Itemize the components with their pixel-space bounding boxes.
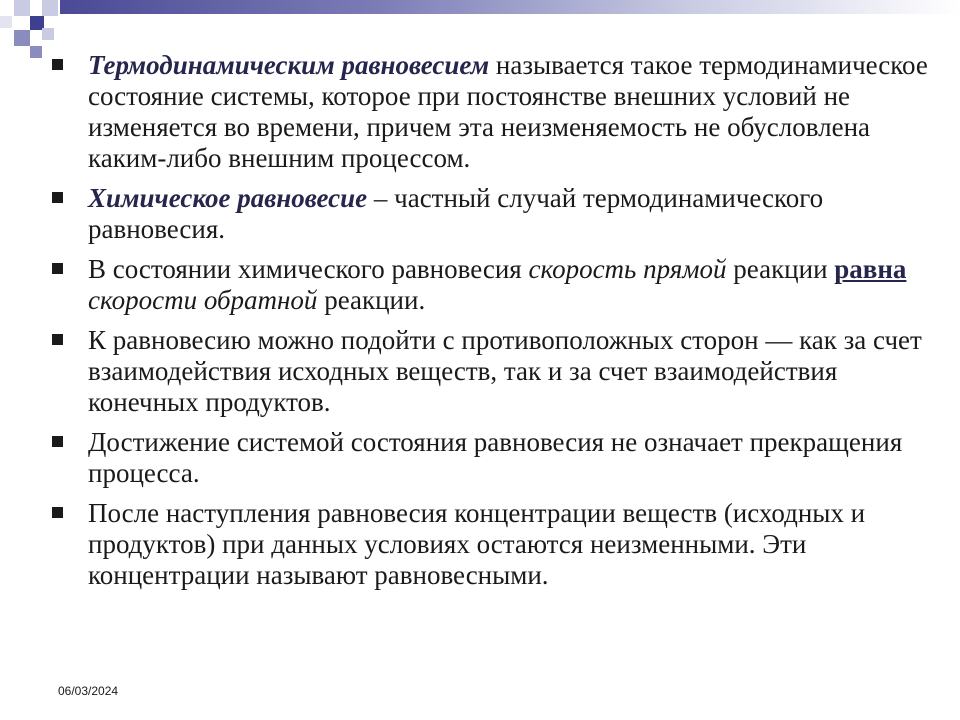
- decor-square: [0, 16, 12, 28]
- equals-emphasis: равна: [834, 254, 907, 284]
- title-gradient-bar: [60, 0, 960, 14]
- reverse-rate-phrase: скорости обратной: [88, 285, 318, 315]
- bullet-text: После наступления равновесия концентрации веществ (исходных и продуктов) при данных условиях остаются неизменными. Эти концентрации называют равновесными.: [88, 498, 866, 590]
- decor-square: [42, 28, 54, 40]
- decor-square: [14, 30, 30, 46]
- term-thermodynamic-equilibrium: Термодинамическим равновесием: [88, 50, 490, 80]
- bullet-item-4: [50, 325, 950, 418]
- bullet-text: Достижение системой состояния равновесия не означает прекращения процесса.: [88, 427, 903, 488]
- decor-square: [14, 0, 30, 16]
- bullet-text: – частный случай термодинамического равновесия.: [88, 183, 824, 244]
- square-bullet-icon: [52, 263, 63, 274]
- slide-content: [50, 50, 950, 600]
- decor-square: [42, 0, 58, 16]
- bullet-text: В состоянии химического равновесия: [88, 254, 529, 284]
- square-bullet-icon: [52, 59, 63, 70]
- bullet-item-6: [50, 498, 950, 591]
- footer-date: 06/03/2024: [58, 684, 119, 698]
- bullet-text: К равновесию можно подойти с противоположных сторон — как за счет взаимодействия исходных веществ, так и за счет взаимодействия конечных продуктов.: [88, 325, 922, 417]
- square-bullet-icon: [52, 507, 63, 518]
- bullet-text: реакции: [726, 254, 835, 284]
- square-bullet-icon: [52, 436, 63, 447]
- term-chemical-equilibrium: Химическое равновесие: [88, 183, 368, 213]
- bullet-item-1: [50, 50, 950, 174]
- square-bullet-icon: [52, 334, 63, 345]
- bullet-text: называется такое термодинамическое состояние системы, которое при постоянстве внешних условий не изменяется во времени, причем эта неизменяемость не обусловлена каким-либо внешним процессом.: [88, 50, 928, 173]
- decor-square: [30, 46, 42, 58]
- forward-rate-phrase: скорость прямой: [528, 254, 727, 284]
- bullet-item-5: [50, 427, 950, 489]
- bullet-item-3: [50, 254, 950, 316]
- bullet-text: реакции.: [317, 285, 426, 315]
- bullet-item-2: [50, 183, 950, 245]
- square-bullet-icon: [52, 192, 63, 203]
